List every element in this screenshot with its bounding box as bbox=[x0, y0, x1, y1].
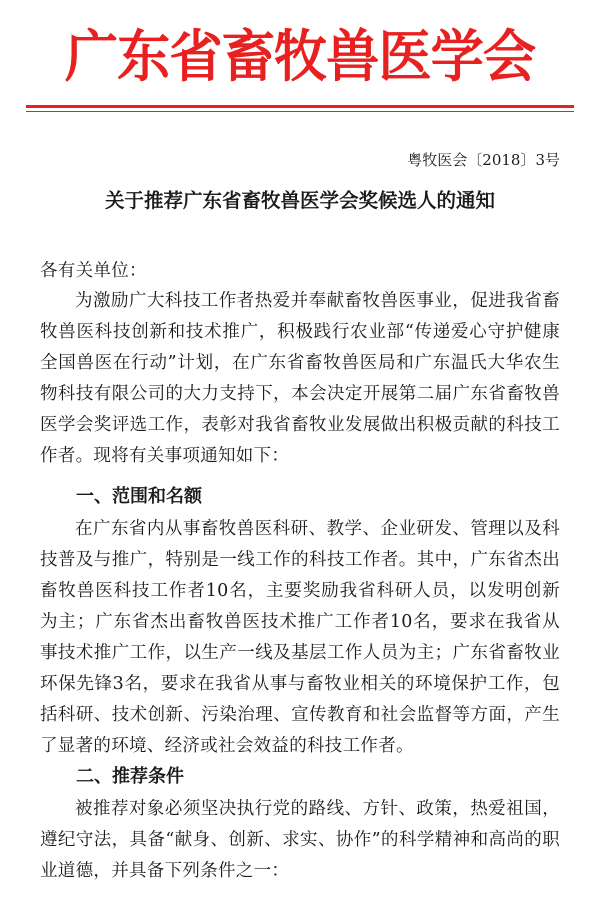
notice-title: 关于推荐广东省畜牧兽医学会奖候选人的通知 bbox=[104, 189, 495, 212]
salutation: 各有关单位： bbox=[40, 261, 147, 281]
letterhead-red-rule-thick bbox=[26, 105, 574, 108]
letterhead-red-rule-thin bbox=[26, 111, 574, 112]
section-paragraph-scope: 在广东省内从事畜牧兽医科研、教学、企业研发、管理以及科技普及与推广，特别是一线工作的科技工作者。其中，广东省杰出畜牧兽医科技工作者10名，主要奖励我省科研人员，以发明创新为主；广东省杰出畜牧兽医技术推广工作者10名，要求在我省从事技术推广工作，以生产一线及基层工作人员为主；广东省畜牧业环保先锋3名，要求在我省从事与畜牧业相关的环境保护工作，包括科研、技术创新、污染治理、宣传教育和社会监督等方面，产生了显著的环境、经济或社会效益的科技工作者。 bbox=[40, 519, 560, 756]
section-heading-scope: 一、范围和名额 bbox=[76, 486, 202, 507]
intro-paragraph: 为激励广大科技工作者热爱并奉献畜牧兽医事业，促进我省畜牧兽医科技创新和技术推广，积极践行农业部“传递爱心守护健康全国兽医在行动”计划，在广东省畜牧兽医局和广东温氏大华农生物科技有限公司的大力支持下，本会决定开展第二届广东省畜牧兽医学会奖评选工作，表彰对我省畜牧业发展做出积极贡献的科技工作者。现将有关事项通知如下： bbox=[40, 291, 560, 466]
letterhead-org-name: 广东省畜牧兽医学会 bbox=[64, 25, 536, 90]
section-paragraph-conditions: 被推荐对象必须坚决执行党的路线、方针、政策，热爱祖国，遵纪守法，具备“献身、创新、求实、协作”的科学精神和高尚的职业道德，并具备下列条件之一： bbox=[40, 799, 560, 881]
document-number: 粤牧医会〔2018〕3号 bbox=[407, 151, 560, 169]
section-heading-conditions: 二、推荐条件 bbox=[76, 766, 184, 787]
